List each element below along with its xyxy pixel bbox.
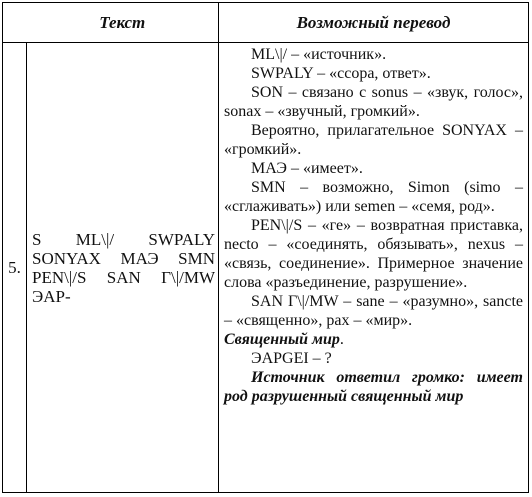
row-number: 5. (3, 43, 27, 493)
translation-line: SMN – возможно, Simon (simo – «сглаживать») или semen – «семя, род». (224, 179, 523, 215)
translation-line: Вероятно, прилагательное SONYAX – «громкий». (224, 122, 523, 158)
translation-line: МАЭ – «имеет». (251, 160, 363, 177)
translation-line: SAN Г\|/MW – sane – «разумно», sancte – «священно», pax – «мир». (224, 293, 523, 329)
header-text: Текст (27, 3, 219, 43)
document-table (2, 2, 529, 493)
translation-line: SWPALY – «ссора, ответ». (251, 65, 431, 82)
header-number (3, 3, 27, 43)
table-header-row (3, 3, 529, 43)
translation-emphasis-line: Священный мир. (224, 331, 344, 348)
translation-line: ЭАРGEI – ? (251, 350, 332, 367)
source-text-cell: S ML\|/ SWPALY SONYAX МАЭ SMN PEN\|/S SAN Г\|/MW ЭАР- (27, 43, 219, 493)
translation-line: ML\|/ – «источник». (251, 46, 387, 63)
header-translation: Возможный перевод (219, 3, 529, 43)
translation-line: PEN\|/S – «ге» – возвратная приставка, necto – «соединять, обязывать», nexus – «связь, соединение». Примерное значение слова «разъединение, разрушение». (224, 217, 523, 291)
translation-line: SON – связано с sonus – «звук, голос», sonax – «звучный, громкий». (224, 84, 523, 120)
table-row (3, 43, 529, 493)
translation-conclusion: Источник ответил громко: имеет род разрушенный священный мир (224, 369, 523, 405)
translation-cell (219, 43, 529, 493)
